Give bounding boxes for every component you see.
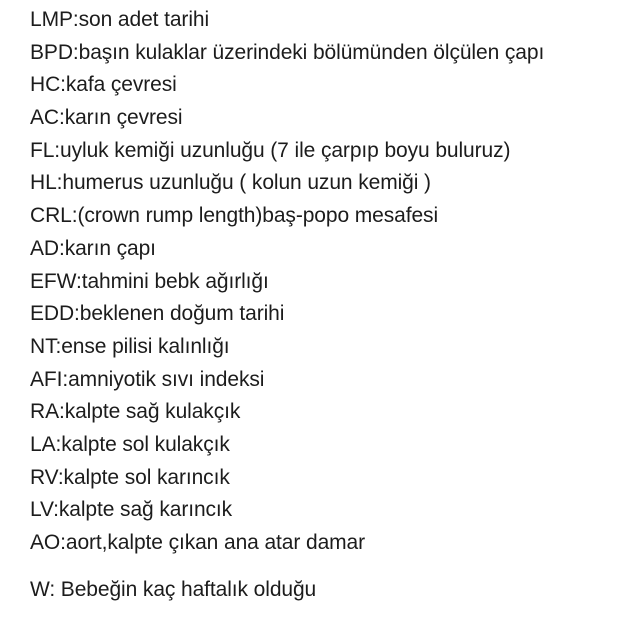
list-item: FL:uyluk kemiği uzunluğu (7 ile çarpıp boyu buluruz) (30, 138, 511, 162)
list-item: AD:karın çapı (30, 236, 156, 260)
list-item: AC:karın çevresi (30, 106, 183, 130)
list-item: LMP:son adet tarihi (30, 8, 210, 31)
list-item: NT:ense pilisi kalınlığı (30, 334, 230, 358)
list-item: EDD:beklenen doğum tarihi (30, 302, 285, 326)
list-item: CRL:(crown rump length)baş-popo mesafesi (30, 204, 439, 228)
list-item: BPD:başın kulaklar üzerindeki bölümünden ölçülen çapı (30, 40, 545, 64)
list-item: EFW:tahmini bebk ağırlığı (30, 269, 269, 293)
list-item: HL:humerus uzunluğu ( kolun uzun kemiği ) (30, 171, 431, 195)
footer-note: W: Bebeğin kaç haftalık olduğu (30, 578, 317, 601)
list-item: RA:kalpte sağ kulakçık (30, 400, 241, 424)
list-item: RV:kalpte sol karıncık (30, 465, 230, 489)
list-item: HC:kafa çevresi (30, 73, 177, 97)
list-item: AO:aort,kalpte çıkan ana atar damar (30, 531, 366, 554)
list-item: LA:kalpte sol kulakçık (30, 432, 230, 456)
list-item: LV:kalpte sağ karıncık (30, 498, 233, 522)
abbreviation-list (30, 4, 544, 560)
list-item: AFI:amniyotik sıvı indeksi (30, 367, 265, 391)
